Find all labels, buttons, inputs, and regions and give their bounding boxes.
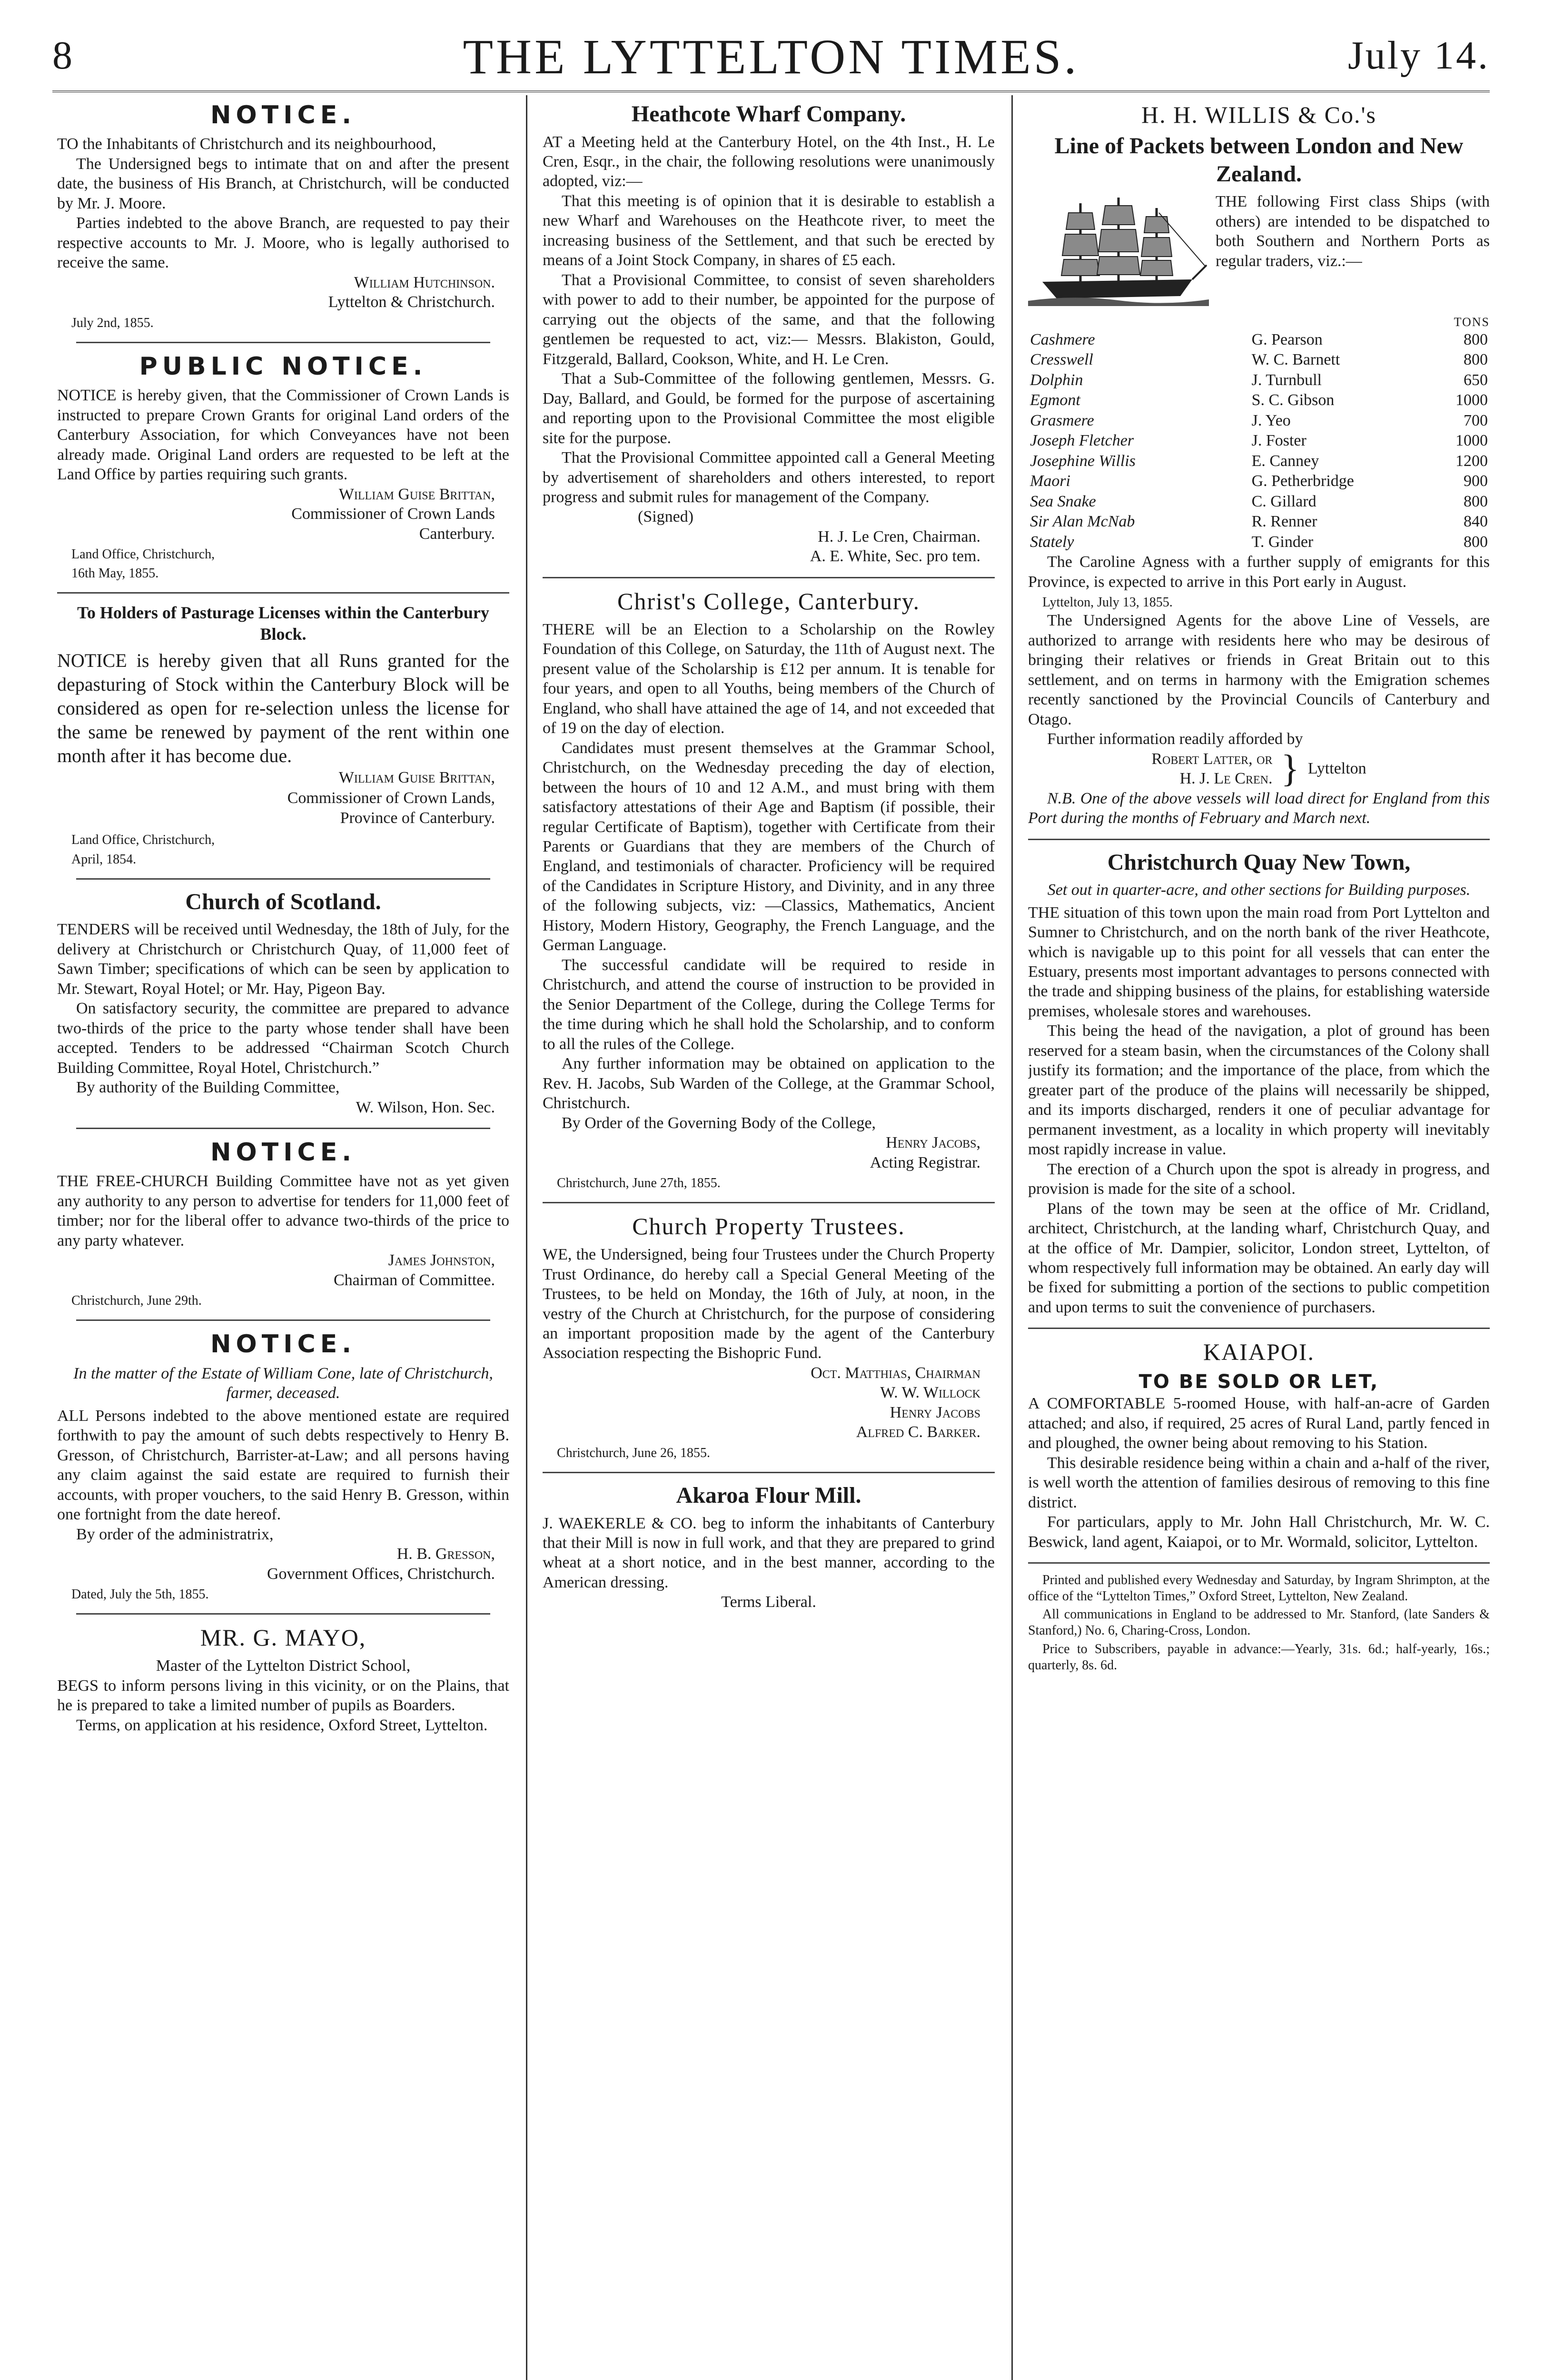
ad-paragraph: The Caroline Agness with a further supply of emigrants for this Province, is expected to arrive in this Port early in August. [1028, 553, 1490, 591]
ad-date: Land Office, Christchurch, [71, 547, 215, 562]
ship-tons: 840 [1464, 513, 1488, 531]
public-notice [57, 352, 509, 582]
column-rule-1 [526, 95, 527, 2380]
ship-name: Egmont [1030, 391, 1080, 409]
ad-lead: J. WAEKERLE & CO. beg to inform the inhabitants of Canterbury that their Mill is now in full work, and that they are prepared to grind wheat at a short notice, and in the best manner, according to the American dressing. [543, 1514, 995, 1591]
ship-row [1028, 431, 1490, 451]
ad-lead: TENDERS will be received until Wednesday, the 18th of July, for the delivery at Christchurch or Christchurch Quay, of 11,000 feet of Sawn Timber; specifications of which can be seen by application to Mr. Stewart, Royal Hotel; or Mr. Hay, Pigeon Bay. [57, 921, 509, 998]
ship-master: T. Ginder [1251, 533, 1314, 551]
ad-lead: THE following First class Ships (with others) are intended to be dispatched to both Southern and Northern Ports as regular traders, viz.:— [1216, 193, 1490, 270]
ad-signature: Acting Registrar. [870, 1153, 980, 1171]
agents-list [1151, 749, 1272, 789]
ad-date: April, 1854. [71, 852, 137, 867]
ad-lead: NOTICE is hereby given, that the Commissioner of Crown Lands is instructed to prepare Crown Grants for original Land orders of the Canterbury Association, for which Conveyances have not been already made. Original Land orders are requested to be left at the Land Office by parties requiring such grants. [57, 387, 509, 484]
imprint-paragraph: Price to Subscribers, payable in advance:—Yearly, 31s. 6d.; half-yearly, 16s.; quarterly, 8s. 6d. [1028, 1641, 1490, 1673]
ad-paragraph: By authority of the Building Committee, [76, 1079, 340, 1097]
ship-master: J. Foster [1251, 432, 1306, 450]
estate-notice [57, 1329, 509, 1603]
ad-subtitle: TO BE SOLD OR LET, [1138, 1371, 1379, 1393]
mayo-school-notice [57, 1623, 509, 1735]
ship-name: Stately [1030, 533, 1074, 551]
tons-header: TONS [1454, 315, 1490, 329]
ship-name: Cashmere [1030, 330, 1095, 348]
ship-tons: 1000 [1455, 432, 1488, 450]
ad-date: Dated, July the 5th, 1855. [71, 1587, 209, 1602]
ad-paragraph: Candidates must present themselves at the Grammar School, Christchurch, on the Wednesday preceding the day of election, between the hours of 10 and 12 A.M., and must bring with them satisfactory attestations of their Age and Baptism (if possible, their regular Certificate of Baptism), together with Certificate from their Parents or Guardians that they are members of the Church of England, and testimonials of character. Proficiency will be required of the Candidates in Scripture History, and Divinity, and in any three of the following subjects, viz: —Classics, Mathematics, Ancient History, Modern History, Geography, the French Language, and the German Language. [543, 739, 995, 954]
ad-paragraph: Plans of the town may be seen at the office of Mr. Cridland, architect, Christchurch, at the landing wharf, Christchurch Quay, and at the office of Mr. Dampier, solicitor, London street, Lyttelton, of whom respectively full information may be obtained. An early day will be fixed for submitting a portion of the sections to public competition and upon terms to suit the convenience of purchasers. [1028, 1200, 1490, 1316]
ad-date: Christchurch, June 29th. [71, 1293, 202, 1309]
ad-subtitle: In the matter of the Estate of William Cone, late of Christchurch, farmer, deceased. [73, 1364, 493, 1402]
ship-name: Dolphin [1030, 371, 1083, 389]
church-of-scotland-notice [57, 888, 509, 1117]
ship-master: G. Pearson [1251, 330, 1323, 348]
ad-title: Line of Packets between London and New Zealand. [1054, 133, 1464, 187]
ad-signature: William Hutchinson. [354, 273, 495, 291]
agent-name: H. J. Le Cren. [1179, 770, 1273, 788]
ad-lead: AT a Meeting held at the Canterbury Hotel, on the 4th Inst., H. Le Cren, Esqr., in the chair, the following resolutions were unanimously adopted, viz:— [543, 133, 995, 190]
ad-lead: THE FREE-CHURCH Building Committee have not as yet given any authority to any person to advertise for tenders for 11,000 feet of timber; nor for the liberal offer to advance two-thirds of the price to any party whatever. [57, 1172, 509, 1250]
free-church-notice [57, 1138, 509, 1309]
ad-signature: William Guise Brittan, [338, 485, 495, 503]
quay-new-town-ad [1028, 849, 1490, 1318]
ad-lead: BEGS to inform persons living in this vicinity, or on the Plains, that he is prepared to take a limited number of pupils as Boarders. [57, 1676, 509, 1715]
ad-paragraph: Terms, on application at his residence, Oxford Street, Lyttelton. [76, 1716, 488, 1734]
ad-title: Akaroa Flour Mill. [676, 1482, 861, 1508]
ad-paragraph: The successful candidate will be required to reside in Christchurch, and attend the course of instruction to be provided in the Senior Department of the College, during the College Terms for the time during which he shall hold the Scholarship, and to conform to all the rules of the College. [543, 956, 995, 1053]
separator [76, 1613, 490, 1615]
column-1 [57, 98, 509, 1735]
ad-terms: Terms Liberal. [721, 1593, 816, 1611]
separator [1028, 1328, 1490, 1329]
ship-row [1028, 370, 1490, 391]
imprint-paragraph: Printed and published every Wednesday and Saturday, by Ingram Shrimpton, at the office of the “Lyttelton Times,” Oxford Street, Lyttelton, New Zealand. [1028, 1572, 1490, 1604]
ad-date: Christchurch, June 27th, 1855. [557, 1175, 721, 1190]
newspaper-title: THE LYTTELTON TIMES. [463, 30, 1079, 84]
ship-master: E. Canney [1251, 452, 1319, 470]
ship-master: S. C. Gibson [1251, 391, 1335, 409]
ship-master: R. Renner [1251, 513, 1317, 531]
agent-name: Robert Latter, or [1151, 750, 1273, 768]
ad-subtitle: Master of the Lyttelton District School, [156, 1657, 411, 1675]
ship-master: W. C. Barnett [1251, 351, 1340, 369]
agents-block [1028, 749, 1490, 789]
ship-name: Maori [1030, 472, 1070, 490]
ad-lead: NOTICE is hereby given that all Runs granted for the depasturing of Stock within the Canterbury Block will be considered as open for re-selection unless the license for the same be renewed by payment of the rent within one month after it has become due. [57, 650, 509, 767]
ad-title: NOTICE. [210, 101, 356, 129]
ad-title: MR. G. MAYO, [200, 1624, 366, 1651]
ship-name: Josephine Willis [1030, 452, 1136, 470]
ad-date: July 2nd, 1855. [71, 315, 154, 330]
separator [76, 342, 490, 343]
ad-signature: W. W. Willock [880, 1384, 980, 1402]
ship-tons: 1200 [1455, 452, 1488, 470]
ad-paragraph: That this meeting is of opinion that it is desirable to establish a new Wharf and Warehouses on the Heathcote river, to meet the increasing business of the Settlement, and that such be erected by means of a Joint Stock Company, in shares of £5 each. [543, 192, 995, 269]
agent-place: Lyttelton [1307, 760, 1366, 778]
ship-tons: 900 [1464, 472, 1488, 490]
separator [76, 1128, 490, 1129]
ad-signature: Province of Canterbury. [340, 809, 495, 827]
ad-lead: A COMFORTABLE 5-roomed House, with half-an-acre of Garden attached; and also, if required, 25 acres of Rural Land, partly fenced in and ploughed, the owner being about removing to his Station. [1028, 1395, 1490, 1452]
ad-title: Church of Scotland. [185, 889, 381, 914]
ship-tons: 800 [1464, 533, 1488, 551]
ad-title: Heathcote Wharf Company. [631, 101, 906, 127]
ad-paragraph: This desirable residence being within a chain and a-half of the river, is well worth the attention of families desirous of removing to this fine district. [1028, 1454, 1490, 1511]
ship-name: Sir Alan McNab [1030, 513, 1135, 531]
kaiapoi-ad [1028, 1338, 1490, 1552]
ship-row [1028, 390, 1490, 411]
pasturage-notice [57, 602, 509, 868]
ship-row [1028, 350, 1490, 370]
ship-master: J. Yeo [1251, 411, 1291, 429]
separator [1028, 1562, 1490, 1564]
page-header [52, 24, 1490, 90]
ship-tons: 800 [1464, 492, 1488, 510]
ship-master: C. Gillard [1251, 492, 1316, 510]
ad-title: NOTICE. [210, 1138, 356, 1167]
ship-name: Joseph Fletcher [1030, 432, 1134, 450]
christs-college-ad [543, 587, 995, 1191]
brace-glyph: } [1281, 748, 1299, 790]
ad-signature: Lyttelton & Christchurch. [328, 293, 495, 311]
ad-signature: Chairman of Committee. [334, 1271, 495, 1289]
ship-master: G. Petherbridge [1251, 472, 1354, 490]
ad-title: Christchurch Quay New Town, [1107, 849, 1411, 875]
ad-paragraph: Further information readily afforded by [1047, 730, 1303, 748]
separator [543, 577, 995, 578]
ad-date: Christchurch, June 26, 1855. [557, 1445, 710, 1460]
ad-paragraph: On satisfactory security, the committee are prepared to advance two-thirds of the price to the party whose tender shall have been accepted. Tenders to be addressed “Chairman Scotch Church Building Committee, Royal Hotel, Christchurch.” [57, 1000, 509, 1077]
ships-table [1028, 330, 1490, 553]
ad-signature: H. B. Gresson, [396, 1545, 495, 1563]
ship-master: J. Turnbull [1251, 371, 1322, 389]
ship-name: Sea Snake [1030, 492, 1096, 510]
willis-packets-ad [1028, 100, 1490, 828]
ad-signature: James Johnston, [388, 1251, 495, 1269]
ad-signature: Henry Jacobs, [886, 1134, 980, 1152]
signed-label: (Signed) [638, 508, 694, 526]
ad-signature: William Guise Brittan, [338, 769, 495, 787]
ad-signature: H. J. Le Cren, Chairman. [818, 527, 980, 545]
ship-tons: 650 [1464, 371, 1488, 389]
separator [1028, 839, 1490, 840]
ad-title: KAIAPOI. [1203, 1339, 1315, 1366]
ship-row [1028, 532, 1490, 553]
ad-lead: WE, the Undersigned, being four Trustees under the Church Property Trust Ordinance, do hereby call a Special General Meeting of the Trustees, to be held on Monday, the 16th of July, at noon, in the vestry of the Church at Christchurch, for the purpose of considering an important proposition made by the agent of the Canterbury Association respecting the Bishopric Fund. [543, 1246, 995, 1362]
ad-paragraph: That a Sub-Committee of the following gentlemen, Messrs. G. Day, Ballard, and Gould, be formed for the purpose of ascertaining and reporting upon to the Provisional Committee the most eligible site for the purpose. [543, 370, 995, 447]
ad-paragraph: For particulars, apply to Mr. John Hall Christchurch, Mr. W. C. Beswick, land agent, Kaiapoi, or to Mr. Wormald, solicitor, Lyttelton. [1028, 1513, 1490, 1551]
ad-paragraph: Parties indebted to the above Branch, are requested to pay their respective accounts to Mr. J. Moore, who is legally authorised to receive the same. [57, 214, 509, 272]
ad-lead: THE situation of this town upon the main road from Port Lyttelton and Sumner to Christchurch, and on the north bank of the river Heathcote, which is navigable up to this point for all vessels that can enter the Estuary, presents most important advantages to persons connected with the trade and shipping business of the plains, for establishing waterside premises, wholesale stores and warehouses. [1028, 903, 1490, 1020]
ad-lead: TO the Inhabitants of Christchurch and its neighbourhood, [57, 135, 436, 153]
ad-signature: Commissioner of Crown Lands, [287, 789, 495, 807]
separator [543, 1202, 995, 1203]
ad-paragraph: That a Provisional Committee, to consist of seven shareholders with power to add to their number, be appointed for the purpose of carrying out the objects of the same, and that the following gentlemen be requested to act, viz:— Messrs. Blakiston, Gould, Fitzgerald, Ballard, Cookson, White, and H. Le Cren. [543, 271, 995, 368]
ad-paragraph: That the Provisional Committee appointed call a General Meeting by advertisement of shareholders and others interested, to report progress and submit rules for management of the Company. [543, 449, 995, 506]
column-3 [1028, 98, 1490, 1676]
ad-signature: Canterbury. [419, 525, 495, 543]
ad-signature: W. Wilson, Hon. Sec. [356, 1098, 495, 1116]
ship-row [1028, 512, 1490, 532]
ad-signature: Commissioner of Crown Lands [291, 505, 495, 523]
ship-name: Cresswell [1030, 351, 1093, 369]
ad-note: N.B. One of the above vessels will load direct for England from this Port during the months of February and March next. [1028, 789, 1490, 827]
ad-paragraph: By Order of the Governing Body of the College, [562, 1114, 876, 1132]
ad-date: Land Office, Christchurch, [71, 832, 215, 847]
ad-paragraph: By order of the administratrix, [76, 1525, 274, 1543]
ad-signature: A. E. White, Sec. pro tem. [810, 547, 980, 565]
ad-date: 16th May, 1855. [71, 566, 159, 581]
separator [543, 1472, 995, 1473]
ship-row [1028, 451, 1490, 472]
separator [76, 878, 490, 880]
page-number: 8 [52, 33, 72, 78]
imprint-paragraph: All communications in England to be addressed to Mr. Stanford, (late Sanders & Stanford,) No. 6, Charing-Cross, London. [1028, 1607, 1490, 1638]
printer-imprint [1028, 1572, 1490, 1674]
ship-tons: 700 [1464, 411, 1488, 429]
church-trustees-ad [543, 1212, 995, 1461]
column-rule-2 [1011, 95, 1013, 2380]
ad-paragraph: The erection of a Church upon the spot is already in progress, and provision is made for the site of a school. [1028, 1160, 1490, 1198]
ship-tons: 800 [1464, 330, 1488, 348]
ship-name: Grasmere [1030, 411, 1094, 429]
ad-signature: Henry Jacobs [890, 1403, 980, 1421]
heathcote-wharf-ad [543, 100, 995, 566]
separator [57, 592, 509, 594]
ship-row [1028, 471, 1490, 492]
ad-title: Christ's College, Canterbury. [617, 587, 920, 615]
ad-date: Lyttelton, July 13, 1855. [1042, 595, 1173, 610]
column-2 [543, 98, 995, 1612]
notice-moore [57, 100, 509, 331]
ad-title: PUBLIC NOTICE. [139, 352, 427, 381]
issue-date: July 14. [1347, 33, 1490, 78]
ad-subtitle: Set out in quarter-acre, and other sections for Building purposes. [1047, 881, 1471, 899]
ship-row [1028, 492, 1490, 512]
ad-paragraph: This being the head of the navigation, a plot of ground has been reserved for a steam basin, when the circumstances of the Colony shall justify its formation; and the importance of the place, from which the greater part of the produce of the plains will necessarily be shipped, and its imports discharged, renders it one of peculiar advantage for permanent investment, as a locality in which property will inevitably most rapidly increase in value. [1028, 1022, 1490, 1159]
ad-lead: ALL Persons indebted to the above mentioned estate are required forthwith to pay the amount of such debts respectively to Henry B. Gresson, of Christchurch, Barrister-at-Law; and all persons having any claim against the said estate are required to furnish their accounts, with proper vouchers, to the said Henry B. Gresson, within one fortnight from the date hereof. [57, 1407, 509, 1524]
ship-tons: 1000 [1455, 391, 1488, 409]
ad-title: Church Property Trustees. [632, 1213, 905, 1240]
ad-paragraph: Any further information may be obtained on application to the Rev. H. Jacobs, Sub Warden of the College, at the Grammar School, Christchurch. [543, 1055, 995, 1112]
separator [76, 1319, 490, 1321]
flour-mill-ad [543, 1482, 995, 1612]
sailing-ship-illustration [1028, 194, 1209, 313]
ship-row [1028, 330, 1490, 350]
header-rule [52, 90, 1490, 92]
ship-row [1028, 411, 1490, 431]
ad-paragraph: The Undersigned Agents for the above Line of Vessels, are authorized to arrange with residents here who may be desirous of bringing their relatives or friends in Great Britain out to this settlement, and on terms in harmony with the Emigration schemes recently sanctioned by the Provincial Councils of Canterbury and Otago. [1028, 612, 1490, 728]
ad-signature: Government Offices, Christchurch. [267, 1565, 495, 1583]
ad-signature: Oct. Matthias, Chairman [811, 1364, 980, 1382]
ad-title: NOTICE. [210, 1330, 356, 1359]
ad-signature: Alfred C. Barker. [856, 1423, 980, 1441]
ad-title: H. H. WILLIS & Co.'s [1141, 101, 1376, 128]
ship-tons: 800 [1464, 351, 1488, 369]
ad-lead: THERE will be an Election to a Scholarship on the Rowley Foundation of this College, on Saturday, the 11th of August next. The present value of the Scholarship is £12 per annum. It is tenable for four years, and open to all Youths, being members of the Church of England, who shall have attained the age of 14, and not exceeded that of 19 on the day of election. [543, 620, 995, 737]
ad-title: To Holders of Pasturage Licenses within the Canterbury Block. [77, 603, 489, 644]
ad-paragraph: The Undersigned begs to intimate that on and after the present date, the business of His Branch, at Christchurch, will be conducted by Mr. J. Moore. [57, 155, 509, 212]
